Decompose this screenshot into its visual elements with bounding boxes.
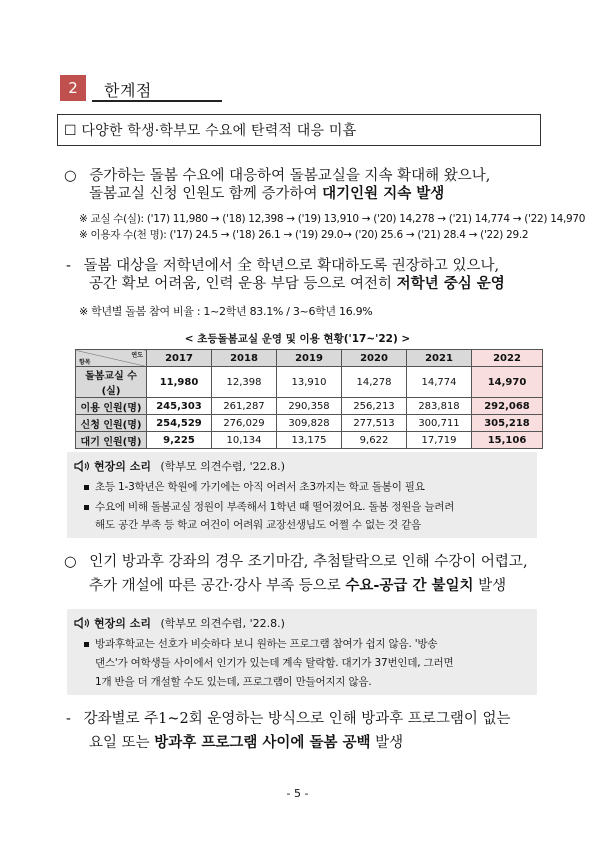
checkbox-icon: ☐: [64, 123, 77, 139]
paragraph-3-line2: [89, 573, 506, 600]
page-number: - 5 -: [286, 787, 309, 800]
table-cell: 15,106: [472, 432, 543, 449]
circle-bullet-icon: ○: [64, 168, 77, 184]
note-classroom-count: ※ 교실 수(실): ('17) 11,980 → ('18) 12,398 → ('19) 13,910 → ('20) 14,278 → ('21) 14,774 → ('22) 14,970: [79, 213, 586, 225]
row-label: 신청 인원(명): [76, 415, 147, 432]
table-cell: 283,818: [407, 398, 472, 415]
note-user-count: ※ 이용자 수(천 명): ('17) 24.5 → ('18) 26.1 → ('19) 29.0→ ('20) 25.6 → ('21) 28.4 → ('22) 29.2: [79, 229, 529, 241]
table-cell: 14,774: [407, 367, 472, 398]
circle-bullet-icon: ○: [64, 554, 77, 570]
p1-line1: 증가하는 돌봄 수요에 대응하여 돌봄교실을 지속 확대해 왔으나,: [89, 168, 491, 184]
care-statistics-table: [75, 349, 543, 449]
table-cell: 13,175: [277, 432, 342, 449]
voice-title: 현장의 소리: [94, 460, 151, 473]
table-cell: 290,358: [277, 398, 342, 415]
table-header-row: [76, 350, 543, 367]
p4-line1: 강좌별로 주1~2회 운영하는 방식으로 인해 방과후 프로그램이 없는: [83, 711, 511, 727]
p2-line1: 돌봄 대상을 저학년에서 全 학년으로 확대하도록 권장하고 있으나,: [83, 258, 500, 274]
p3-emphasis: 수요-공급 간 불일치: [345, 578, 474, 594]
year-header: 2018: [212, 350, 277, 367]
dash-bullet: -: [66, 711, 71, 727]
table-cell: 292,068: [472, 398, 543, 415]
p1-line2-text: 돌봄교실 신청 인원도 함께 증가하여: [89, 186, 323, 202]
corner-label-year: 연도: [131, 352, 143, 359]
square-bullet-icon: [84, 505, 89, 510]
note-grade-ratio: ※ 학년별 돌봄 참여 비율 : 1~2학년 83.1% / 3~6학년 16.9%: [79, 305, 373, 318]
paragraph-1-line2: [89, 181, 444, 208]
table-cell: 276,029: [212, 415, 277, 432]
year-header: 2020: [342, 350, 407, 367]
table-cell: 12,398: [212, 367, 277, 398]
table-row: [76, 415, 543, 432]
table-cell: 300,711: [407, 415, 472, 432]
voice-item-text: 방과후학교는 선호가 비슷하다 보니 원하는 프로그램 참여가 쉽지 않음. '방송: [95, 638, 438, 650]
field-voice-header-1: [74, 458, 285, 474]
table-cell: 11,980: [147, 367, 212, 398]
table-row: [76, 367, 543, 398]
voice-item: [84, 634, 437, 654]
voice-item-continuation: 댄스'가 여학생들 사이에서 인기가 있는데 계속 탈락함. 대기가 37번인데, 그러면: [95, 657, 454, 669]
voice-item-continuation: 해도 공간 부족 등 학교 여건이 어려워 교장선생님도 어쩔 수 없는 것 같음: [95, 519, 421, 531]
p4-line2-end: 발생: [370, 735, 404, 751]
p1-emphasis: 대기인원 지속 발생: [322, 186, 445, 202]
table-cell: 14,970: [472, 367, 543, 398]
table-row: [76, 398, 543, 415]
paragraph-4: [66, 706, 511, 733]
voice-source: (학부모 의견수렴, '22.8.): [160, 460, 285, 473]
paragraph-3: [64, 549, 528, 576]
p3-line2-text: 추가 개설에 따른 공간·강사 부족 등으로: [89, 578, 346, 594]
field-voice-header-2: [74, 615, 285, 631]
year-header: 2019: [277, 350, 342, 367]
p2-emphasis: 저학년 중심 운영: [396, 276, 505, 292]
year-header: 2017: [147, 350, 212, 367]
heading-text: 다양한 학생·학부모 수요에 탄력적 대응 미흡: [81, 123, 357, 139]
paragraph-2-line2: [89, 271, 505, 298]
voice-source: (학부모 의견수렴, '22.8.): [160, 617, 285, 630]
table-cell: 277,513: [342, 415, 407, 432]
table-cell: 9,622: [342, 432, 407, 449]
table-cell: 9,225: [147, 432, 212, 449]
table-cell: 13,910: [277, 367, 342, 398]
table-corner-cell: [76, 350, 147, 367]
square-bullet-icon: [84, 642, 89, 647]
p4-emphasis: 방과후 프로그램 사이에 돌봄 공백: [154, 735, 371, 751]
speaker-icon: [74, 616, 90, 630]
voice-item: [84, 497, 454, 517]
p2-line2-text: 공간 확보 어려움, 인력 운용 부담 등으로 여전히: [89, 276, 397, 292]
square-bullet-icon: [84, 485, 89, 490]
year-header: 2022: [472, 350, 543, 367]
p4-line2-text: 요일 또는: [89, 735, 155, 751]
voice-title: 현장의 소리: [94, 617, 151, 630]
voice-item-text: 초등 1-3학년은 학원에 가기에는 아직 어려서 초3까지는 학교 돌봄이 필요: [95, 481, 425, 493]
table-cell: 17,719: [407, 432, 472, 449]
table-row: [76, 432, 543, 449]
table-cell: 14,278: [342, 367, 407, 398]
voice-item: [84, 477, 425, 497]
speaker-icon: [74, 459, 90, 473]
heading: [64, 120, 356, 140]
table-cell: 10,134: [212, 432, 277, 449]
voice-item-text: 수요에 비해 돌봄교실 정원이 부족해서 1학년 때 떨어졌어요. 돌봄 정원을 늘려려: [95, 501, 455, 513]
table-cell: 261,287: [212, 398, 277, 415]
p3-line1: 인기 방과후 강좌의 경우 조기마감, 추첨탈락으로 인해 수강이 어렵고,: [89, 554, 528, 570]
paragraph-4-line2: [89, 730, 403, 757]
table-cell: 254,529: [147, 415, 212, 432]
table-cell: 245,303: [147, 398, 212, 415]
table-caption: < 초등돌봄교실 운영 및 이용 현황('17~'22) >: [184, 333, 411, 345]
table-cell: 309,828: [277, 415, 342, 432]
section-underline: [92, 100, 222, 102]
table-cell: 305,218: [472, 415, 543, 432]
dash-bullet: -: [66, 258, 71, 274]
year-header: 2021: [407, 350, 472, 367]
p3-line2-end: 발생: [473, 578, 507, 594]
section-number: 2: [60, 75, 86, 101]
row-label: 이용 인원(명): [76, 398, 147, 415]
row-label: 돌봄교실 수(실): [76, 367, 147, 398]
corner-label-item: 항목: [79, 359, 91, 366]
voice-item-continuation: 1개 반을 더 개설할 수도 있는데, 프로그램이 만들어지지 않음.: [95, 676, 372, 688]
row-label: 대기 인원(명): [76, 432, 147, 449]
section-title: 한계점: [104, 81, 152, 100]
table-cell: 256,213: [342, 398, 407, 415]
